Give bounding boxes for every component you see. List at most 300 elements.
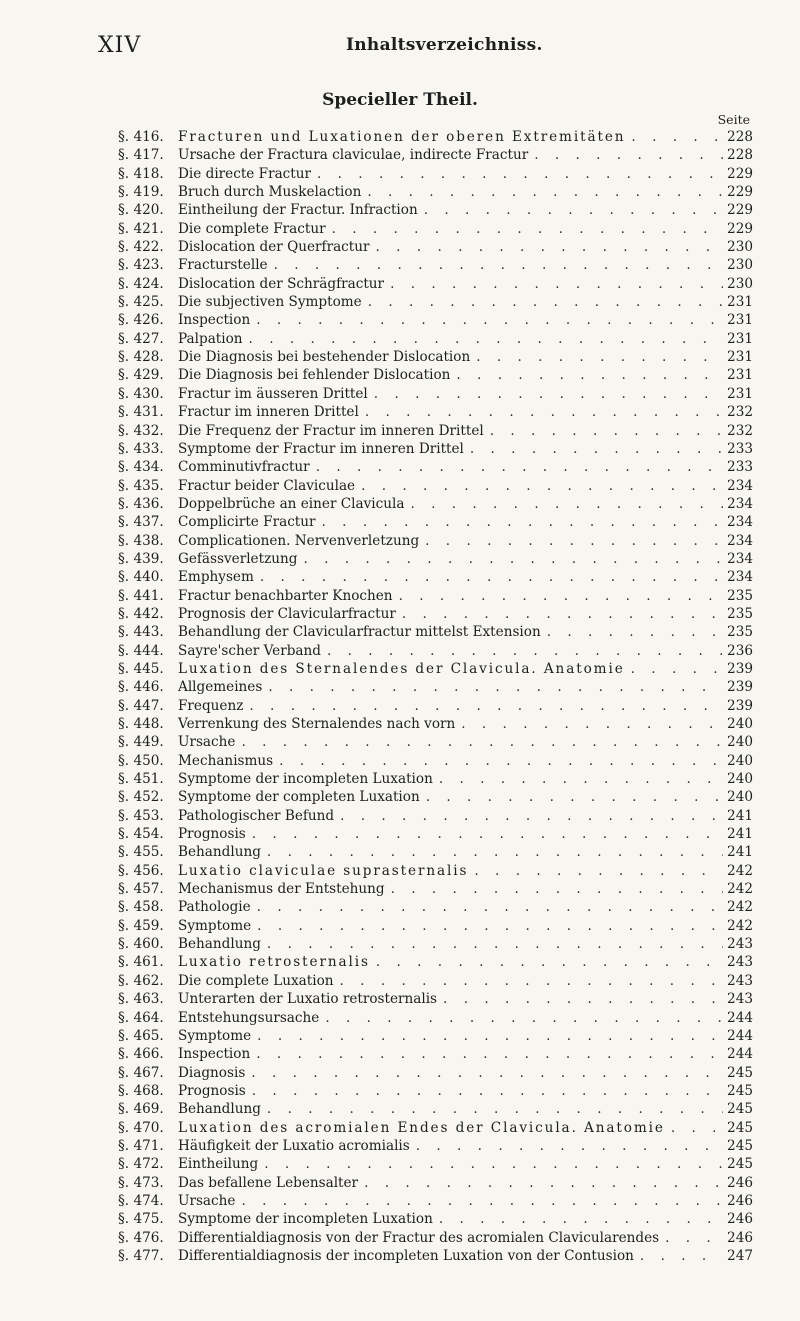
section-number: §. 435. <box>118 477 164 494</box>
entry-title: Palpation <box>178 330 243 347</box>
entry-title: Bruch durch Muskelaction <box>178 184 362 201</box>
toc-entry <box>118 422 753 440</box>
page-number: 239 <box>727 697 753 714</box>
section-number: §. 471. <box>118 1137 164 1154</box>
dot-leader <box>321 642 723 660</box>
page-number: 231 <box>727 349 753 366</box>
page-number: 231 <box>727 330 753 347</box>
section-number: §. 450. <box>118 752 164 769</box>
page-number: 242 <box>727 917 753 934</box>
entry-title: Inspection <box>178 312 251 329</box>
entry-title: Entstehungsursache <box>178 1009 320 1026</box>
section-number: §. 432. <box>118 422 164 439</box>
dot-leader <box>541 623 723 641</box>
section-number: §. 447. <box>118 697 164 714</box>
page-number: 241 <box>727 807 753 824</box>
dot-leader <box>316 513 723 531</box>
page-column-label: Seite <box>717 112 750 127</box>
toc-entry <box>118 825 753 843</box>
entry-title: Pathologischer Befund <box>178 807 335 824</box>
entry-title: Die complete Fractur <box>178 220 326 237</box>
page-number: 231 <box>727 312 753 329</box>
toc-entry <box>118 642 753 660</box>
toc-entry <box>118 495 753 513</box>
page-number: 243 <box>727 991 753 1008</box>
dot-leader <box>251 917 723 935</box>
page-number: 241 <box>727 826 753 843</box>
toc-entry <box>118 678 753 696</box>
section-number: §. 458. <box>118 899 164 916</box>
dot-leader <box>625 660 723 678</box>
entry-title: Sayre'scher Verband <box>178 642 321 659</box>
section-number: §. 443. <box>118 624 164 641</box>
page-number: 240 <box>727 789 753 806</box>
toc-entry <box>118 403 753 421</box>
dot-leader <box>484 422 723 440</box>
entry-title: Das befallene Lebensalter <box>178 1174 359 1191</box>
dot-leader <box>368 385 723 403</box>
section-number: §. 425. <box>118 294 164 311</box>
toc-entry <box>118 330 753 348</box>
toc-entry <box>118 477 753 495</box>
entry-title: Dislocation der Querfractur <box>178 239 370 256</box>
page-number: 245 <box>727 1119 753 1136</box>
toc-entry <box>118 752 753 770</box>
page-number: 247 <box>727 1247 753 1264</box>
section-number: §. 431. <box>118 404 164 421</box>
section-number: §. 424. <box>118 275 164 292</box>
toc-entry <box>118 1229 753 1247</box>
entry-title: Dislocation der Schrägfractur <box>178 275 385 292</box>
toc-entry <box>118 220 753 238</box>
page-number: 231 <box>727 385 753 402</box>
section-number: §. 423. <box>118 257 164 274</box>
page-number: 239 <box>727 679 753 696</box>
entry-title: Symptome der incompleten Luxation <box>178 1211 433 1228</box>
toc-entry <box>118 238 753 256</box>
toc-entry <box>118 788 753 806</box>
dot-leader <box>250 1045 723 1063</box>
entry-title: Gefässverletzung <box>178 550 298 567</box>
toc-entry <box>118 953 753 971</box>
page-number: 230 <box>727 275 753 292</box>
entry-title: Symptome <box>178 917 252 934</box>
page-number: 244 <box>727 1027 753 1044</box>
section-number: §. 442. <box>118 605 164 622</box>
section-number: §. 475. <box>118 1211 164 1228</box>
page-number: 239 <box>727 660 753 677</box>
page-number: 240 <box>727 716 753 732</box>
toc-entry <box>118 165 753 183</box>
entry-title: Ursache <box>178 1192 236 1209</box>
entry-title: Ursache <box>178 734 236 751</box>
dot-leader <box>261 1100 723 1118</box>
section-number: §. 430. <box>118 385 164 402</box>
toc-entry <box>118 880 753 898</box>
entry-title: Fractur im äusseren Drittel <box>178 385 368 402</box>
toc-entry <box>118 275 753 293</box>
toc-entry <box>118 807 753 825</box>
dot-leader <box>358 1174 723 1192</box>
section-number: §. 466. <box>118 1046 164 1063</box>
toc-entry <box>118 770 753 788</box>
section-number: §. 420. <box>118 202 164 219</box>
page-number: 242 <box>727 862 753 879</box>
dot-leader <box>297 550 723 568</box>
page-number: 246 <box>727 1229 753 1246</box>
entry-title: Fractur im inneren Drittel <box>178 404 359 421</box>
section-number: §. 421. <box>118 220 164 237</box>
section-number: §. 428. <box>118 349 164 366</box>
toc-entry <box>118 898 753 916</box>
page-number: 243 <box>727 972 753 989</box>
dot-leader <box>258 1155 723 1173</box>
section-number: §. 434. <box>118 459 164 476</box>
entry-title: Luxation des Sternalendes der Clavicula. Anatomie <box>178 660 625 677</box>
section-number: §. 452. <box>118 789 164 806</box>
entry-title: Luxatio claviculae suprasternalis <box>178 862 469 879</box>
page-number: 229 <box>727 184 753 201</box>
dot-leader <box>362 293 723 311</box>
page-number: 242 <box>727 899 753 916</box>
entry-title: Eintheilung der Fractur. Infraction <box>178 202 418 219</box>
toc-entry <box>118 697 753 715</box>
dot-leader <box>246 1082 723 1100</box>
page-number: 243 <box>727 936 753 953</box>
dot-leader <box>450 366 723 384</box>
entry-title: Emphysem <box>178 569 254 586</box>
entry-title: Die complete Luxation <box>178 972 334 989</box>
page-number: 246 <box>727 1192 753 1209</box>
page-number: 235 <box>727 587 753 604</box>
toc-entry <box>118 972 753 990</box>
dot-leader <box>404 495 723 513</box>
section-number: §. 469. <box>118 1101 164 1118</box>
entry-title: Behandlung der Clavicularfractur mittelst Extension <box>178 624 541 641</box>
toc-entry <box>118 532 753 550</box>
entry-title: Behandlung <box>178 1101 261 1118</box>
dot-leader <box>254 568 723 586</box>
entry-title: Luxation des acromialen Endes der Clavicula. Anatomie <box>178 1119 665 1136</box>
page-number: 235 <box>727 624 753 641</box>
page-number: 242 <box>727 881 753 898</box>
toc-entry <box>118 1100 753 1118</box>
toc-entry <box>118 311 753 329</box>
toc-entry <box>118 917 753 935</box>
dot-leader <box>334 972 723 990</box>
dot-leader <box>251 1027 723 1045</box>
entry-title: Fracturen und Luxationen der oberen Extremitäten <box>178 129 626 145</box>
section-number: §. 436. <box>118 495 164 512</box>
entry-title: Differentialdiagnosis der incompleten Luxation von der Contusion <box>178 1247 634 1264</box>
section-number: §. 467. <box>118 1064 164 1081</box>
entry-title: Eintheilung <box>178 1156 259 1173</box>
section-number: §. 465. <box>118 1027 164 1044</box>
section-number: §. 449. <box>118 734 164 751</box>
entry-title: Ursache der Fractura claviculae, indirecte Fractur <box>178 147 529 164</box>
entry-title: Die Diagnosis bei fehlender Dislocation <box>178 367 451 384</box>
dot-leader <box>246 825 723 843</box>
section-number: §. 437. <box>118 514 164 531</box>
toc-entry <box>118 513 753 531</box>
page-number: 233 <box>727 459 753 476</box>
toc-entry <box>118 1210 753 1228</box>
entry-title: Die subjectiven Symptome <box>178 294 362 311</box>
page-number: 230 <box>727 257 753 274</box>
dot-leader <box>665 1119 723 1137</box>
section-number: §. 418. <box>118 165 164 182</box>
entry-title: Behandlung <box>178 844 261 861</box>
section-number: §. 429. <box>118 367 164 384</box>
section-number: §. 446. <box>118 679 164 696</box>
dot-leader <box>410 1137 723 1155</box>
dot-leader <box>261 843 723 861</box>
toc-entry <box>118 366 753 384</box>
toc-entry <box>118 715 753 733</box>
toc-entry <box>118 1009 753 1027</box>
dot-leader <box>468 862 723 880</box>
page-number: 234 <box>727 477 753 494</box>
entry-title: Prognosis der Clavicularfractur <box>178 605 396 622</box>
page-number: 240 <box>727 752 753 769</box>
page-number: 232 <box>727 404 753 421</box>
toc-entry <box>118 256 753 274</box>
entry-title: Mechanismus <box>178 752 274 769</box>
page-number: 235 <box>727 605 753 622</box>
dot-leader <box>396 605 723 623</box>
dot-leader <box>455 715 723 733</box>
dot-leader <box>433 1210 723 1228</box>
dot-leader <box>245 1064 723 1082</box>
section-number: §. 460. <box>118 936 164 953</box>
page-number: 231 <box>727 294 753 311</box>
section-number: §. 464. <box>118 1009 164 1026</box>
page-number: 240 <box>727 771 753 788</box>
toc-entry <box>118 935 753 953</box>
entry-title: Unterarten der Luxatio retrosternalis <box>178 991 438 1008</box>
page-number: 229 <box>727 220 753 237</box>
toc-entry <box>118 862 753 880</box>
section-number: §. 417. <box>118 147 164 164</box>
section-number: §. 416. <box>118 129 164 145</box>
section-number: §. 455. <box>118 844 164 861</box>
entry-title: Fracturstelle <box>178 257 268 274</box>
page-number: 234 <box>727 514 753 531</box>
dot-leader <box>319 1009 723 1027</box>
dot-leader <box>437 990 723 1008</box>
dot-leader <box>625 128 723 146</box>
section-number: §. 470. <box>118 1119 164 1136</box>
section-number: §. 426. <box>118 312 164 329</box>
section-number: §. 457. <box>118 881 164 898</box>
dot-leader <box>528 146 723 164</box>
dot-leader <box>251 898 723 916</box>
running-title: Inhaltsverzeichniss. <box>346 35 543 55</box>
toc-entry <box>118 1119 753 1137</box>
entry-title: Allgemeines <box>178 679 263 696</box>
dot-leader <box>384 275 723 293</box>
section-number: §. 463. <box>118 991 164 1008</box>
dot-leader <box>355 477 723 495</box>
page-number: 234 <box>727 495 753 512</box>
entry-title: Frequenz <box>178 697 244 714</box>
entry-title: Symptome <box>178 1027 252 1044</box>
section-number: §. 476. <box>118 1229 164 1246</box>
section-number: §. 427. <box>118 330 164 347</box>
toc-entry <box>118 440 753 458</box>
page-number: 245 <box>727 1082 753 1099</box>
entry-title: Mechanismus der Entstehung <box>178 881 385 898</box>
section-title: Specieller Theil. <box>322 90 478 110</box>
entry-title: Differentialdiagnosis von der Fractur des acromialen Clavicularendes <box>178 1229 660 1246</box>
dot-leader <box>370 953 723 971</box>
page-number: 233 <box>727 440 753 457</box>
page-number: 244 <box>727 1009 753 1026</box>
toc-entry <box>118 385 753 403</box>
dot-leader <box>326 220 723 238</box>
section-number: §. 468. <box>118 1082 164 1099</box>
section-number: §. 459. <box>118 917 164 934</box>
toc-entry <box>118 733 753 751</box>
dot-leader <box>235 1192 723 1210</box>
toc-entry <box>118 1045 753 1063</box>
section-number: §. 440. <box>118 569 164 586</box>
entry-title: Die Frequenz der Fractur im inneren Drittel <box>178 422 484 439</box>
entry-title: Behandlung <box>178 936 261 953</box>
dot-leader <box>250 311 723 329</box>
entry-title: Häufigkeit der Luxatio acromialis <box>178 1137 410 1154</box>
dot-leader <box>268 256 723 274</box>
toc-entry <box>118 348 753 366</box>
entry-title: Pathologie <box>178 899 251 916</box>
dot-leader <box>464 440 723 458</box>
toc-entry <box>118 128 753 146</box>
dot-leader <box>235 733 723 751</box>
toc-entry <box>118 550 753 568</box>
dot-leader <box>418 201 723 219</box>
entry-title: Prognosis <box>178 1082 246 1099</box>
section-number: §. 472. <box>118 1156 164 1173</box>
page-numeral: XIV <box>98 33 142 58</box>
section-number: §. 473. <box>118 1174 164 1191</box>
entry-title: Complicationen. Nervenverletzung <box>178 532 420 549</box>
dot-leader <box>361 183 723 201</box>
section-number: §. 477. <box>118 1247 164 1264</box>
entry-title: Symptome der completen Luxation <box>178 789 420 806</box>
dot-leader <box>420 788 723 806</box>
entry-title: Verrenkung des Sternalendes nach vorn <box>178 716 456 732</box>
dot-leader <box>370 238 723 256</box>
toc-entry <box>118 623 753 641</box>
dot-leader <box>243 697 723 715</box>
table-of-contents <box>118 128 753 1265</box>
dot-leader <box>433 770 723 788</box>
entry-title: Symptome der incompleten Luxation <box>178 771 433 788</box>
entry-title: Fractur beider Claviculae <box>178 477 356 494</box>
dot-leader <box>659 1229 723 1247</box>
section-number: §. 445. <box>118 660 164 677</box>
toc-entry <box>118 587 753 605</box>
toc-entry <box>118 1155 753 1173</box>
entry-title: Prognosis <box>178 826 246 843</box>
section-number: §. 474. <box>118 1192 164 1209</box>
section-number: §. 438. <box>118 532 164 549</box>
page-number: 240 <box>727 734 753 751</box>
page-number: 228 <box>727 147 753 164</box>
toc-entry <box>118 990 753 1008</box>
entry-title: Complicirte Fractur <box>178 514 316 531</box>
running-head <box>98 33 698 63</box>
dot-leader <box>385 880 723 898</box>
page-number: 246 <box>727 1174 753 1191</box>
toc-entry <box>118 293 753 311</box>
dot-leader <box>311 165 723 183</box>
toc-entry <box>118 458 753 476</box>
toc-entry <box>118 660 753 678</box>
dot-leader <box>634 1247 723 1265</box>
section-number: §. 419. <box>118 184 164 201</box>
page-number: 245 <box>727 1137 753 1154</box>
page-number: 246 <box>727 1211 753 1228</box>
page-number: 245 <box>727 1101 753 1118</box>
dot-leader <box>419 532 723 550</box>
page-number: 234 <box>727 569 753 586</box>
toc-entry <box>118 1174 753 1192</box>
page-number: 245 <box>727 1064 753 1081</box>
entry-title: Symptome der Fractur im inneren Drittel <box>178 440 464 457</box>
toc-entry <box>118 1247 753 1265</box>
page-number: 229 <box>727 165 753 182</box>
entry-title: Comminutivfractur <box>178 459 310 476</box>
section-number: §. 453. <box>118 807 164 824</box>
toc-entry <box>118 1192 753 1210</box>
entry-title: Inspection <box>178 1046 251 1063</box>
page-number: 236 <box>727 642 753 659</box>
page-number: 243 <box>727 954 753 971</box>
page-number: 229 <box>727 202 753 219</box>
section-number: §. 441. <box>118 587 164 604</box>
page-number: 234 <box>727 532 753 549</box>
page-number: 234 <box>727 550 753 567</box>
toc-entry <box>118 843 753 861</box>
section-number: §. 448. <box>118 716 164 732</box>
section-number: §. 433. <box>118 440 164 457</box>
dot-leader <box>359 403 723 421</box>
toc-entry <box>118 568 753 586</box>
entry-title: Die Diagnosis bei bestehender Dislocation <box>178 349 471 366</box>
entry-title: Diagnosis <box>178 1064 246 1081</box>
entry-title: Doppelbrüche an einer Clavicula <box>178 495 405 512</box>
toc-entry <box>118 1137 753 1155</box>
toc-entry <box>118 183 753 201</box>
toc-entry <box>118 1064 753 1082</box>
dot-leader <box>273 752 723 770</box>
page-number: 245 <box>727 1156 753 1173</box>
toc-entry <box>118 1082 753 1100</box>
page-number: 230 <box>727 239 753 256</box>
toc-entry <box>118 146 753 164</box>
entry-title: Die directe Fractur <box>178 165 312 182</box>
entry-title: Luxatio retrosternalis <box>178 954 370 971</box>
section-number: §. 451. <box>118 771 164 788</box>
dot-leader <box>261 935 723 953</box>
section-number: §. 461. <box>118 954 164 971</box>
page-number: 241 <box>727 844 753 861</box>
dot-leader <box>470 348 723 366</box>
section-number: §. 456. <box>118 862 164 879</box>
section-number: §. 422. <box>118 239 164 256</box>
page-number: 228 <box>727 129 753 145</box>
